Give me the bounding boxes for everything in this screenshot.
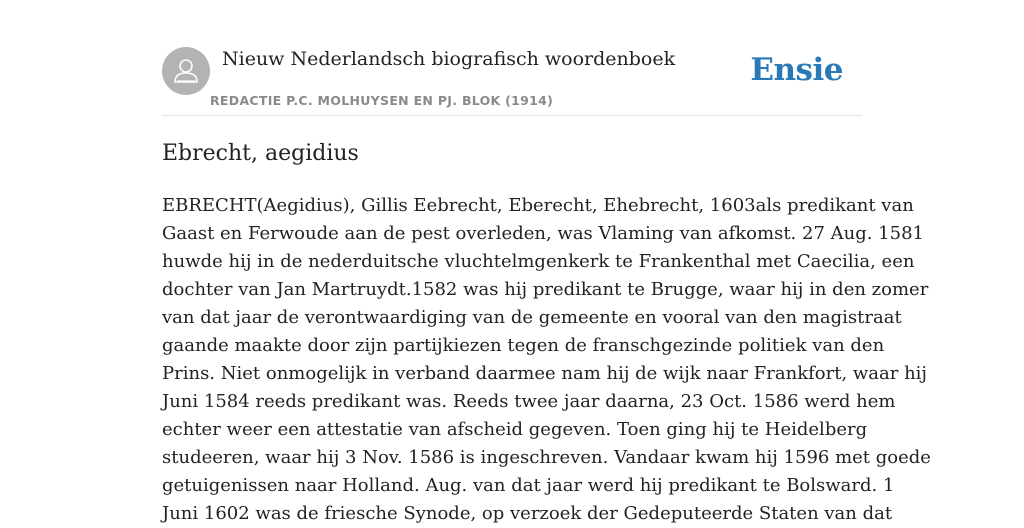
body-line: Gaast en Ferwoude aan de pest overleden, was Vlaming van afkomst. 27 Aug. 1581: [162, 223, 924, 244]
book-header: [162, 46, 862, 116]
body-line: studeeren, waar hij 3 Nov. 1586 is ingeschreven. Vandaar kwam hij 1596 met goede: [162, 447, 931, 468]
body-line: dochter van Jan Martruydt.1582 was hij predikant te Brugge, waar hij in den zomer: [162, 279, 929, 300]
book-title[interactable]: Nieuw Nederlandsch biografisch woordenboek: [222, 48, 676, 70]
body-line: Prins. Niet onmogelijk in verband daarmee nam hij de wijk naar Frankfort, waar hij: [162, 363, 928, 384]
book-editors: REDACTIE P.C. MOLHUYSEN EN PJ. BLOK (1914): [210, 93, 554, 108]
body-line: Juni 1602 was de friesche Synode, op verzoek der Gedeputeerde Staten van dat: [162, 503, 893, 524]
body-line: echter weer een attestatie van afscheid gegeven. Toen ging hij te Heidelberg: [162, 419, 868, 440]
entry-title: Ebrecht, aegidius: [162, 141, 359, 166]
body-line: gaande maakte door zijn partijkiezen tegen de franschgezinde politiek van den: [162, 335, 885, 356]
body-line: van dat jaar de verontwaardiging van de gemeente en vooral van den magistraat: [162, 307, 902, 328]
body-line: huwde hij in de nederduitsche vluchtelmgenkerk te Frankenthal met Caecilia, een: [162, 251, 915, 272]
body-line: getuigenissen naar Holland. Aug. van dat jaar werd hij predikant te Bolsward. 1: [162, 475, 895, 496]
body-line: EBRECHT(Aegidius), Gillis Eebrecht, Eberecht, Ehebrecht, 1603als predikant van: [162, 195, 914, 216]
user-avatar-icon[interactable]: [162, 47, 210, 95]
body-line: Juni 1584 reeds predikant was. Reeds twee jaar daarna, 23 Oct. 1586 werd hem: [162, 391, 896, 412]
ensie-logo[interactable]: Ensie: [750, 52, 843, 88]
entry-body: [162, 192, 931, 528]
